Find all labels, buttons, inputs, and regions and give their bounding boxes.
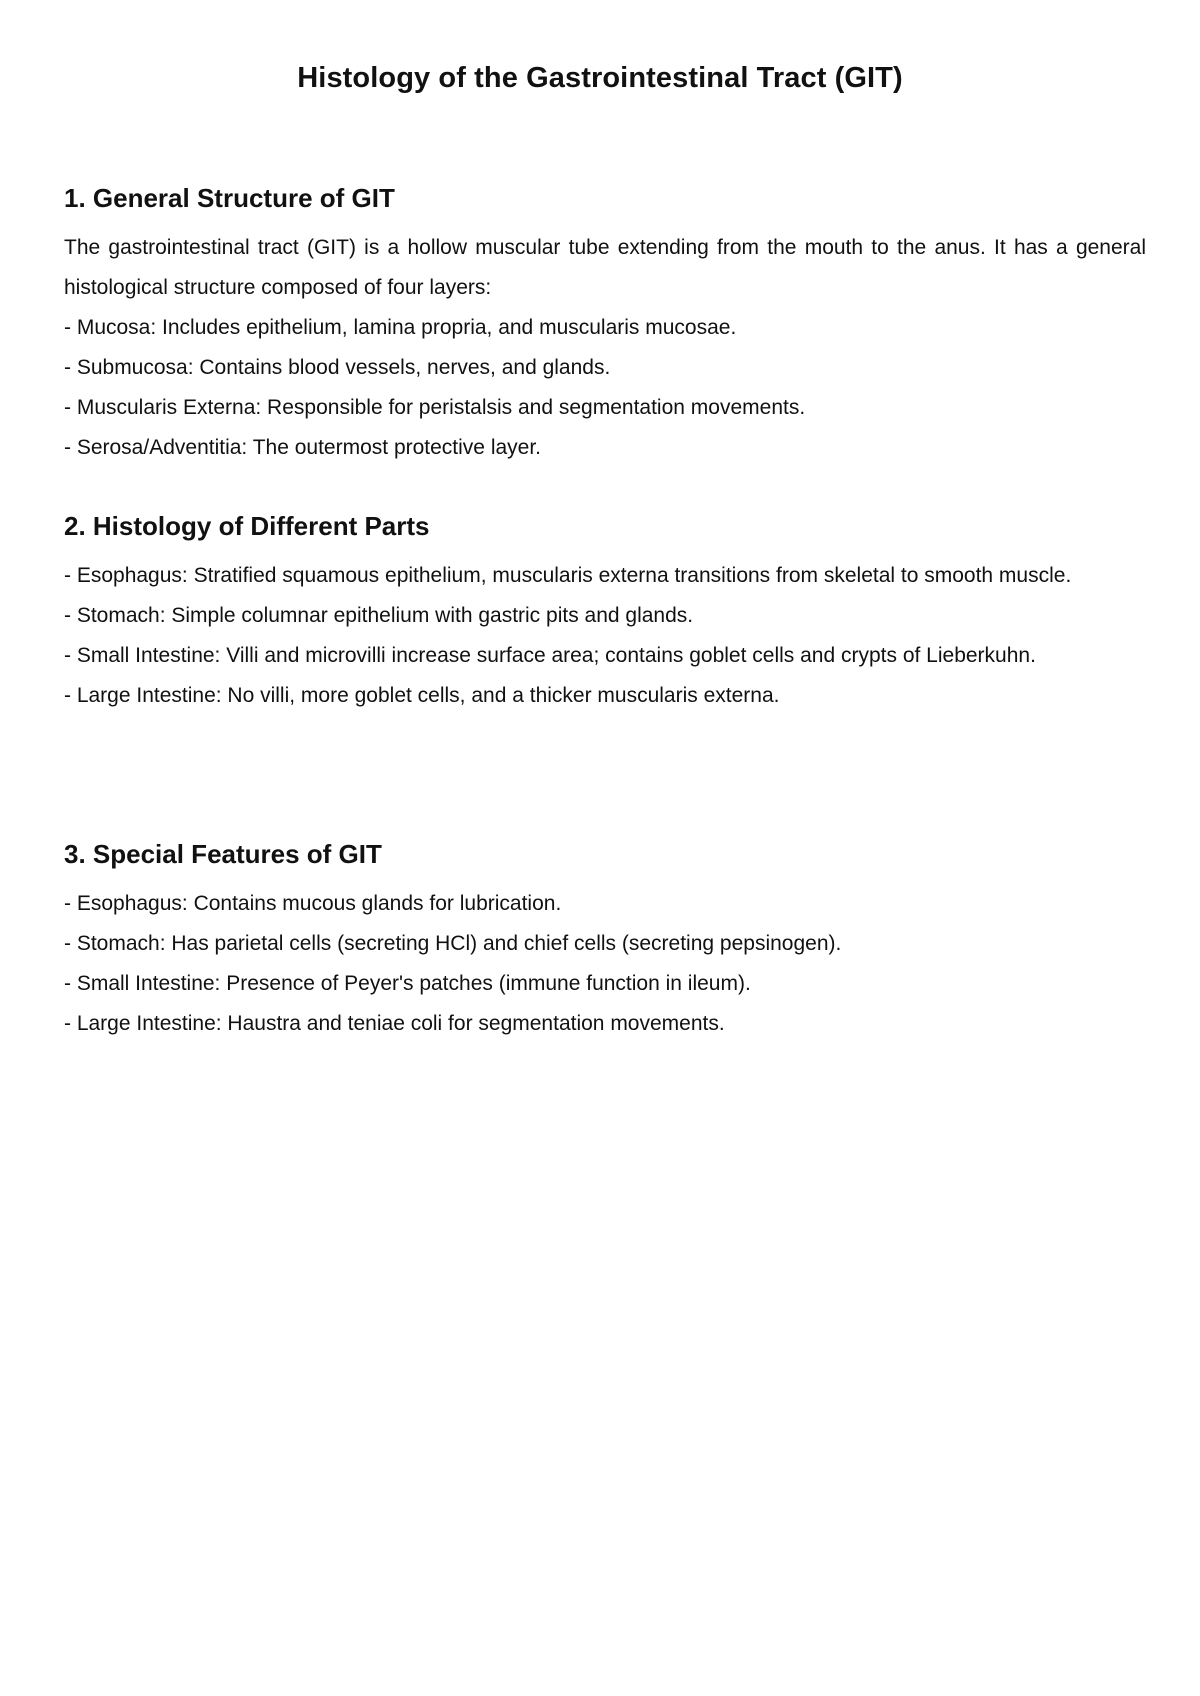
features-list [64, 884, 1146, 1044]
list-item: - Small Intestine: Presence of Peyer's patches (immune function in ileum). [64, 972, 751, 995]
section-heading: 3. Special Features of GIT [64, 839, 382, 869]
section-body [64, 228, 1146, 468]
list-item: - Stomach: Has parietal cells (secreting HCl) and chief cells (secreting pepsinogen). [64, 932, 842, 955]
list-item: - Stomach: Simple columnar epithelium with gastric pits and glands. [64, 604, 694, 627]
list-item: - Esophagus: Contains mucous glands for lubrication. [64, 892, 562, 915]
list-item: - Large Intestine: No villi, more goblet cells, and a thicker muscularis externa. [64, 684, 780, 707]
list-item: - Esophagus: Stratified squamous epithelium, muscularis externa transitions from skeletal to smooth muscle. [64, 564, 1072, 587]
section-heading: 1. General Structure of GIT [64, 183, 395, 213]
list-item: - Large Intestine: Haustra and teniae coli for segmentation movements. [64, 1012, 725, 1035]
list-item: - Mucosa: Includes epithelium, lamina propria, and muscularis mucosae. [64, 316, 737, 339]
section-different-parts [64, 508, 1146, 716]
layer-list [64, 308, 1146, 468]
list-item: - Serosa/Adventitia: The outermost protective layer. [64, 436, 542, 459]
section-heading: 2. Histology of Different Parts [64, 511, 430, 541]
list-item: - Submucosa: Contains blood vessels, nerves, and glands. [64, 356, 611, 379]
list-item: - Small Intestine: Villi and microvilli increase surface area; contains goblet cells and crypts of Lieberkuhn. [64, 644, 1036, 667]
section-general-structure [64, 180, 1146, 468]
section-body [64, 556, 1146, 716]
list-item: - Muscularis Externa: Responsible for peristalsis and segmentation movements. [64, 396, 806, 419]
section-special-features [64, 836, 1146, 1044]
section-body [64, 884, 1146, 1044]
intro-paragraph: The gastrointestinal tract (GIT) is a hollow muscular tube extending from the mouth to the anus. It has a general histological structure composed of four layers: [64, 236, 1146, 299]
document-title: Histology of the Gastrointestinal Tract (GIT) [297, 62, 903, 94]
parts-list [64, 556, 1146, 716]
